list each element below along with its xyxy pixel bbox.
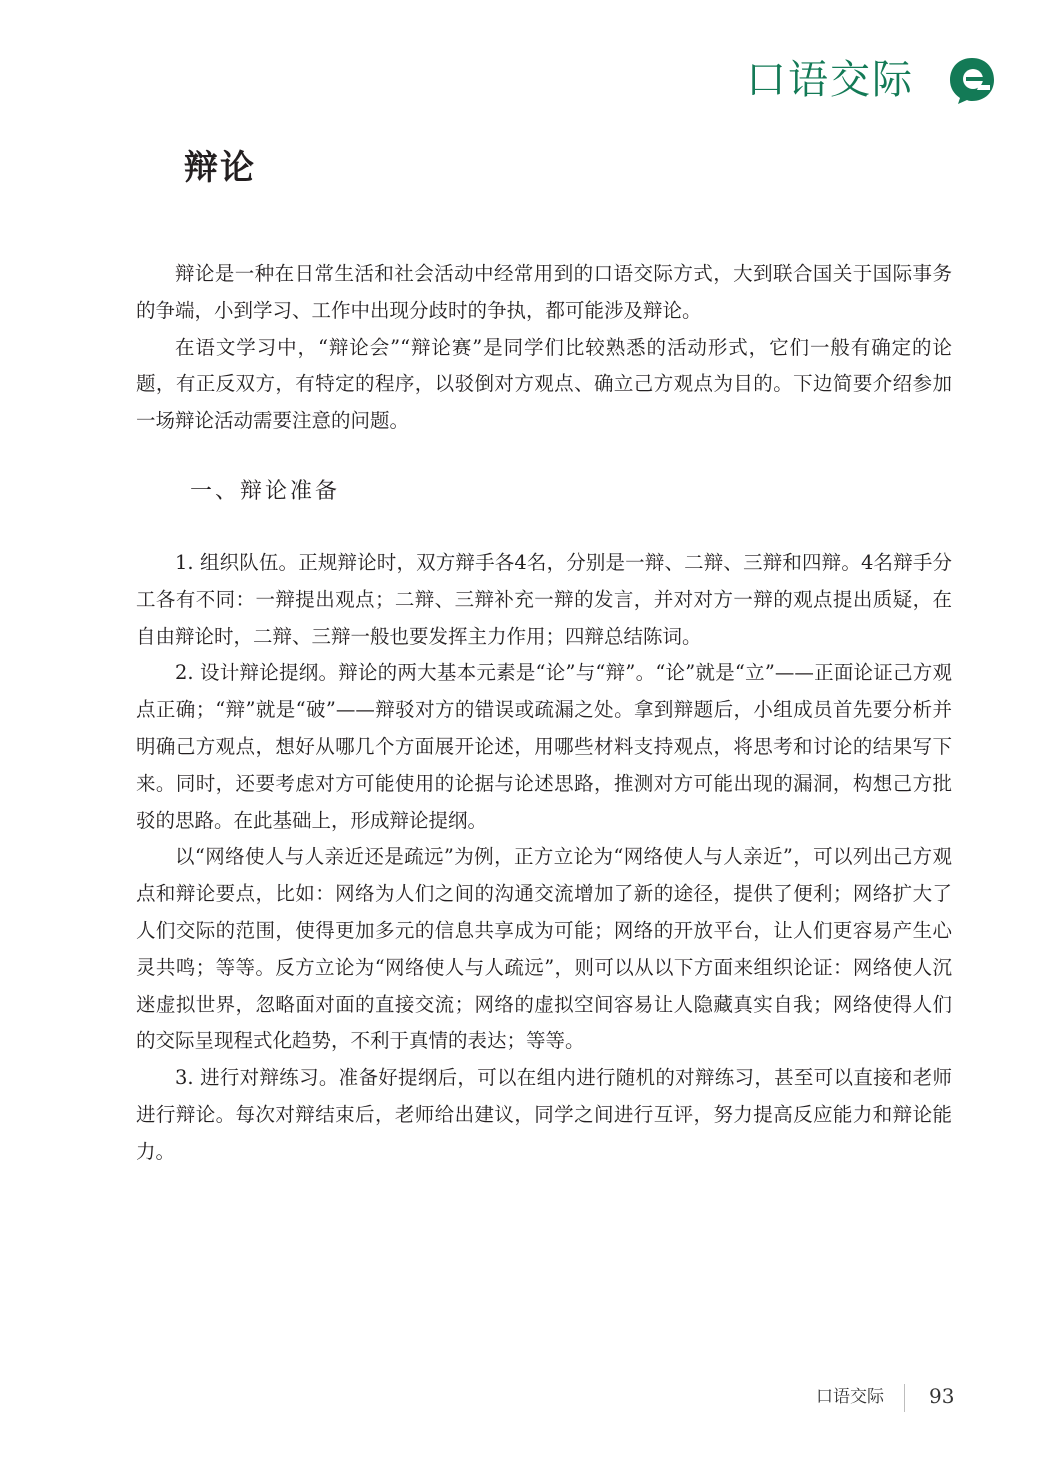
intro-paragraph: 辩论是一种在日常生活和社会活动中经常用到的口语交际方式，大到联合国关于国际事务的争端，小到学习、工作中出现分歧时的争执，都可能涉及辩论。 xyxy=(136,262,952,322)
speech-bubble-icon xyxy=(946,54,998,106)
footer-section-label: 口语交际 xyxy=(816,1387,884,1407)
page-number: 93 xyxy=(929,1384,955,1408)
intro-paragraph: 在语文学习中，“辩论会”“辩论赛”是同学们比较熟悉的活动形式，它们一般有确定的论题，有正反双方，有特定的程序，以驳倒对方观点、确立己方观点为目的。下边简要介绍参加一场辩论活动需要注意的问题。 xyxy=(136,335,952,433)
intro-text xyxy=(136,256,952,440)
section-paragraph: 1. 组织队伍。正规辩论时，双方辩手各4名，分别是一辩、二辩、三辩和四辩。4名辩手分工各有不同：一辩提出观点；二辩、三辩补充一辩的发言，并对对方一辩的观点提出质疑，在自由辩论时，二辩、三辩一般也要发挥主力作用；四辩总结陈词。 xyxy=(136,551,952,648)
section-body xyxy=(136,545,952,1171)
section-paragraph: 3. 进行对辩练习。准备好提纲后，可以在组内进行随机的对辩练习，甚至可以直接和老师进行辩论。每次对辩结束后，老师给出建议，同学之间进行互评，努力提高反应能力和辩论能力。 xyxy=(136,1066,952,1163)
section-paragraph: 2. 设计辩论提纲。辩论的两大基本元素是“论”与“辩”。“论”就是“立”——正面论证己方观点正确；“辩”就是“破”——辩驳对方的错误或疏漏之处。拿到辩题后，小组成员首先要分析并明确己方观点，想好从哪几个方面展开论述，用哪些材料支持观点，将思考和讨论的结果写下来。同时，还要考虑对方可能使用的论据与论述思路，推测对方可能出现的漏洞，构想己方批驳的思路。在此基础上，形成辩论提纲。 xyxy=(136,661,952,832)
section-paragraph: 以“网络使人与人亲近还是疏远”为例，正方立论为“网络使人与人亲近”，可以列出己方观点和辩论要点，比如：网络为人们之间的沟通交流增加了新的途径，提供了便利；网络扩大了人们交际的范围，使得更加多元的信息共享成为可能；网络的开放平台，让人们更容易产生心灵共鸣；等等。反方立论为“网络使人与人疏远”，则可以从以下方面来组织论证：网络使人沉迷虚拟世界，忽略面对面的直接交流；网络的虚拟空间容易让人隐藏真实自我；网络使得人们的交际呈现程式化趋势，不利于真情的表达；等等。 xyxy=(136,845,952,1053)
footer-divider xyxy=(904,1384,905,1412)
section-heading: 一、辩论准备 xyxy=(190,479,341,504)
header-section-title: 口语交际 xyxy=(746,57,914,103)
page-title: 辩论 xyxy=(184,148,256,188)
